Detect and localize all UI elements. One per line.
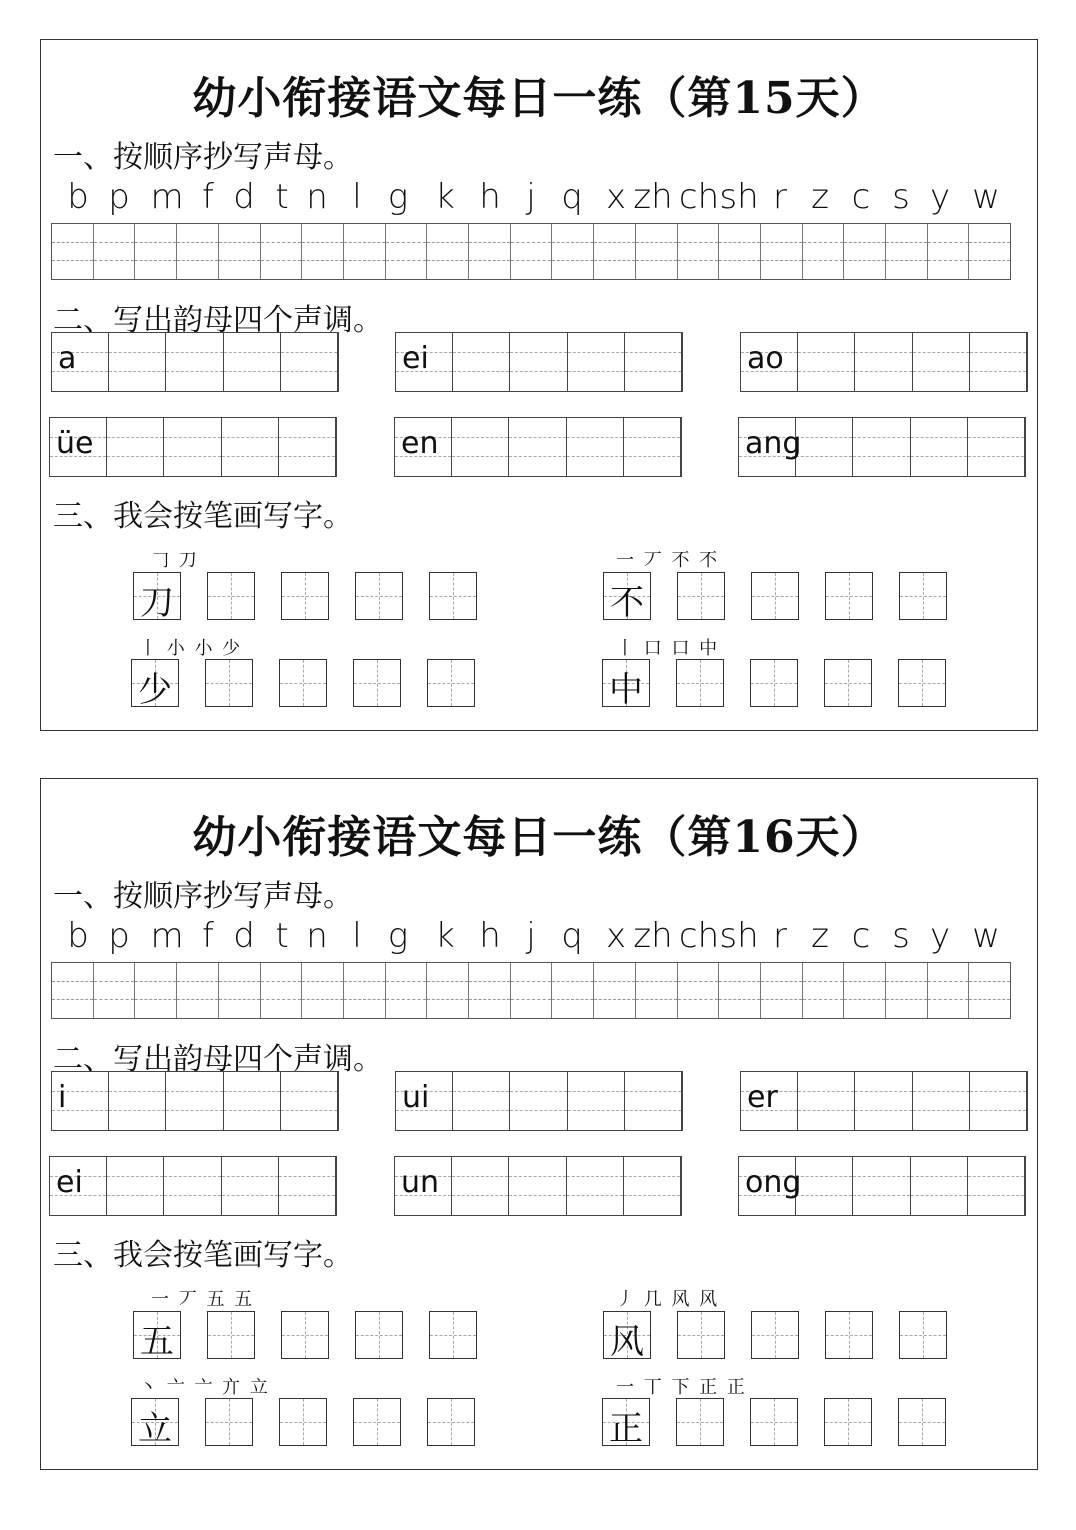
tianzige-cell[interactable] (131, 659, 179, 710)
copy-cell[interactable] (636, 963, 678, 1018)
tianzige-cell[interactable] (205, 1398, 253, 1446)
tianzige-cell[interactable] (898, 659, 946, 707)
initial-letter: r (773, 916, 787, 956)
initial-letter: f (202, 916, 214, 956)
tone-cell[interactable] (911, 1157, 968, 1215)
tone-cell[interactable] (509, 418, 566, 476)
tone-cell[interactable] (107, 1157, 164, 1215)
copy-cell[interactable] (511, 963, 553, 1018)
initial-letter: y (929, 916, 951, 956)
model-character: 正 (609, 1409, 643, 1449)
tone-cell[interactable] (166, 1072, 223, 1130)
copy-cell[interactable] (803, 224, 845, 279)
initial-letter: l (352, 916, 362, 956)
stroke-order: 𠃌 刀 (151, 550, 199, 571)
tianzige-cell[interactable] (355, 1311, 403, 1359)
initials-copy-grid[interactable] (51, 962, 1011, 1019)
stroke-order: 丨 口 口 中 (616, 638, 720, 659)
tianzige-cell[interactable] (899, 1311, 947, 1359)
tone-cell[interactable] (164, 1157, 221, 1215)
initial-letter: j (526, 177, 536, 217)
model-character: 不 (610, 583, 644, 623)
tone-cell[interactable] (510, 333, 567, 391)
copy-cell[interactable] (594, 963, 636, 1018)
tone-cell[interactable] (509, 1157, 566, 1215)
section-3-heading: 三、我会按笔画写字。 (53, 499, 353, 534)
tianzige-cell[interactable] (824, 659, 872, 707)
tone-cell[interactable] (625, 1072, 682, 1130)
copy-cell[interactable] (219, 963, 261, 1018)
tone-cell[interactable] (970, 1072, 1027, 1130)
tianzige-cell[interactable] (279, 659, 327, 707)
initial-letter: c (851, 916, 871, 956)
tianzige-cell[interactable] (750, 1398, 798, 1446)
tone-cell[interactable] (279, 1157, 336, 1215)
final-tone-box[interactable] (395, 332, 683, 392)
copy-cell[interactable] (761, 963, 803, 1018)
tianzige-cell[interactable] (281, 1311, 329, 1359)
initial-letter: b (67, 916, 89, 956)
final-label: ao (747, 341, 784, 376)
tianzige-cell[interactable] (677, 572, 725, 620)
copy-cell[interactable] (469, 224, 511, 279)
final-tone-box[interactable] (49, 1156, 337, 1216)
initial-letter: m (150, 177, 184, 217)
initial-letter: k (435, 916, 455, 956)
initial-letter: m (150, 916, 184, 956)
tianzige-cell[interactable] (207, 572, 255, 620)
initial-letter: n (306, 177, 328, 217)
initial-letter: c (851, 177, 871, 217)
tone-cell[interactable] (968, 418, 1025, 476)
initial-letter: ch (678, 916, 720, 956)
tone-cell[interactable] (911, 418, 968, 476)
tianzige-cell[interactable] (427, 659, 475, 707)
final-tone-box[interactable] (738, 1156, 1026, 1216)
copy-cell[interactable] (469, 963, 511, 1018)
initial-letter: s (892, 916, 910, 956)
copy-cell[interactable] (636, 224, 678, 279)
initial-letter: zh (633, 177, 673, 217)
tianzige-cell[interactable] (750, 659, 798, 707)
initials-row (53, 177, 1009, 221)
tone-cell[interactable] (222, 1157, 279, 1215)
copy-cell[interactable] (386, 963, 428, 1018)
final-tone-box[interactable] (49, 417, 337, 477)
initial-letter: j (526, 916, 536, 956)
tianzige-cell[interactable] (281, 572, 329, 620)
tone-cell[interactable] (796, 1157, 853, 1215)
copy-cell[interactable] (427, 224, 469, 279)
tianzige-cell[interactable] (131, 1398, 179, 1449)
copy-cell[interactable] (302, 224, 344, 279)
initial-letter: sh (719, 177, 759, 217)
copy-cell[interactable] (344, 224, 386, 279)
initial-letter: n (306, 916, 328, 956)
initial-letter: w (972, 177, 1000, 217)
model-character: 五 (140, 1322, 174, 1362)
tone-cell[interactable] (798, 333, 855, 391)
initial-letter: g (387, 177, 409, 217)
tone-cell[interactable] (567, 1157, 624, 1215)
section-1-heading: 一、按顺序抄写声母。 (53, 140, 353, 175)
tone-cell[interactable] (281, 333, 338, 391)
tianzige-cell[interactable] (427, 1398, 475, 1446)
copy-cell[interactable] (803, 963, 845, 1018)
worksheet-day-15 (40, 39, 1038, 731)
tone-cell[interactable] (224, 333, 281, 391)
initial-letter: z (811, 916, 829, 956)
copy-cell[interactable] (552, 224, 594, 279)
tone-cell[interactable] (452, 418, 509, 476)
tianzige-cell[interactable] (353, 1398, 401, 1446)
tianzige-cell[interactable] (207, 1311, 255, 1359)
tone-cell[interactable] (222, 418, 279, 476)
tone-cell[interactable] (853, 1157, 910, 1215)
copy-cell[interactable] (511, 224, 553, 279)
initial-letter: r (773, 177, 787, 217)
section-2-heading: 二、写出韵母四个声调。 (53, 1042, 383, 1077)
tianzige-cell[interactable] (602, 1398, 650, 1449)
tone-cell[interactable] (624, 418, 681, 476)
initial-letter: t (275, 916, 289, 956)
tone-cell[interactable] (568, 1072, 625, 1130)
initial-letter: h (479, 916, 501, 956)
tianzige-cell[interactable] (205, 659, 253, 707)
copy-cell[interactable] (552, 963, 594, 1018)
stroke-order: 丿 几 风 风 (616, 1289, 720, 1310)
worksheet-day-16 (40, 778, 1038, 1470)
tone-cell[interactable] (453, 333, 510, 391)
tianzige-cell[interactable] (602, 659, 650, 710)
copy-cell[interactable] (177, 963, 219, 1018)
tianzige-cell[interactable] (898, 1398, 946, 1446)
tone-cell[interactable] (281, 1072, 338, 1130)
tone-cell[interactable] (567, 418, 624, 476)
tianzige-cell[interactable] (355, 572, 403, 620)
tone-cell[interactable] (453, 1072, 510, 1130)
copy-cell[interactable] (928, 224, 970, 279)
section-2-heading: 二、写出韵母四个声调。 (53, 303, 383, 338)
copy-cell[interactable] (219, 224, 261, 279)
tone-cell[interactable] (109, 333, 166, 391)
final-label: ui (402, 1080, 430, 1115)
tone-cell[interactable] (855, 333, 912, 391)
tone-cell[interactable] (109, 1072, 166, 1130)
copy-cell[interactable] (678, 963, 720, 1018)
tianzige-cell[interactable] (676, 1398, 724, 1446)
model-character: 风 (610, 1322, 644, 1362)
final-tone-box[interactable] (738, 417, 1026, 477)
copy-cell[interactable] (94, 963, 136, 1018)
model-character: 中 (609, 670, 643, 710)
tone-cell[interactable] (913, 1072, 970, 1130)
section-1-heading: 一、按顺序抄写声母。 (53, 879, 353, 914)
final-tone-box[interactable] (394, 417, 682, 477)
initial-letter: h (479, 177, 501, 217)
tone-cell[interactable] (798, 1072, 855, 1130)
copy-cell[interactable] (427, 963, 469, 1018)
final-label: ei (402, 341, 429, 376)
tone-cell[interactable] (625, 333, 682, 391)
copy-cell[interactable] (594, 224, 636, 279)
initial-letter: k (435, 177, 455, 217)
tianzige-cell[interactable] (824, 1398, 872, 1446)
final-label: en (401, 426, 439, 461)
tone-cell[interactable] (624, 1157, 681, 1215)
initial-letter: f (202, 177, 214, 217)
tone-cell[interactable] (279, 418, 336, 476)
final-label: üe (56, 426, 94, 461)
tone-cell[interactable] (853, 418, 910, 476)
copy-cell[interactable] (52, 224, 94, 279)
initial-letter: b (67, 177, 89, 217)
tianzige-cell[interactable] (751, 1311, 799, 1359)
copy-cell[interactable] (386, 224, 428, 279)
tianzige-cell[interactable] (133, 1311, 181, 1362)
tianzige-cell[interactable] (429, 1311, 477, 1359)
stroke-order: 丶 亠 亠 亣 立 (139, 1377, 270, 1398)
initial-letter: zh (633, 916, 673, 956)
worksheet-title: 幼小衔接语文每日一练（第15天） (192, 73, 886, 124)
tianzige-cell[interactable] (899, 572, 947, 620)
initial-letter: w (972, 916, 1000, 956)
copy-cell[interactable] (844, 224, 886, 279)
tone-cell[interactable] (913, 333, 970, 391)
copy-cell[interactable] (302, 963, 344, 1018)
tianzige-cell[interactable] (676, 659, 724, 707)
final-label: er (747, 1080, 778, 1115)
final-label: un (401, 1165, 440, 1200)
model-character: 刀 (140, 583, 174, 623)
final-tone-box[interactable] (51, 332, 339, 392)
section-3-heading: 三、我会按笔画写字。 (53, 1238, 353, 1273)
initial-letter: d (233, 916, 255, 956)
initial-letter: q (561, 177, 583, 217)
initial-letter: l (352, 177, 362, 217)
final-tone-box[interactable] (394, 1156, 682, 1216)
tianzige-cell[interactable] (825, 1311, 873, 1359)
tianzige-cell[interactable] (603, 572, 651, 623)
initial-letter: s (892, 177, 910, 217)
tone-cell[interactable] (224, 1072, 281, 1130)
tianzige-cell[interactable] (133, 572, 181, 623)
stroke-order: 一 丆 不 不 (616, 550, 720, 571)
stroke-order: 一 丆 五 五 (151, 1289, 255, 1310)
initial-letter: g (387, 916, 409, 956)
initial-letter: t (275, 177, 289, 217)
tone-cell[interactable] (452, 1157, 509, 1215)
copy-cell[interactable] (344, 963, 386, 1018)
copy-cell[interactable] (261, 224, 303, 279)
copy-cell[interactable] (52, 963, 94, 1018)
final-label: ong (745, 1165, 802, 1200)
initial-letter: y (929, 177, 951, 217)
tone-cell[interactable] (166, 333, 223, 391)
copy-cell[interactable] (886, 963, 928, 1018)
final-tone-box[interactable] (740, 332, 1028, 392)
tone-cell[interactable] (164, 418, 221, 476)
initial-letter: x (605, 177, 627, 217)
tianzige-cell[interactable] (751, 572, 799, 620)
tianzige-cell[interactable] (603, 1311, 651, 1362)
worksheet-title: 幼小衔接语文每日一练（第16天） (192, 812, 886, 863)
initial-letter: x (605, 916, 627, 956)
stroke-order: 丨 小 小 少 (139, 638, 243, 659)
copy-cell[interactable] (761, 224, 803, 279)
tone-cell[interactable] (970, 333, 1027, 391)
copy-cell[interactable] (886, 224, 928, 279)
final-tone-box[interactable] (740, 1071, 1028, 1131)
initial-letter: z (811, 177, 829, 217)
final-label: a (58, 341, 77, 376)
initial-letter: sh (719, 916, 759, 956)
copy-cell[interactable] (969, 224, 1010, 279)
tianzige-cell[interactable] (353, 659, 401, 707)
copy-cell[interactable] (844, 963, 886, 1018)
copy-cell[interactable] (719, 224, 761, 279)
copy-cell[interactable] (719, 963, 761, 1018)
initial-letter: d (233, 177, 255, 217)
copy-cell[interactable] (678, 224, 720, 279)
tianzige-cell[interactable] (279, 1398, 327, 1446)
final-label: ang (745, 426, 802, 461)
copy-cell[interactable] (135, 224, 177, 279)
tone-cell[interactable] (107, 418, 164, 476)
initial-letter: ch (678, 177, 720, 217)
final-tone-box[interactable] (395, 1071, 683, 1131)
tone-cell[interactable] (510, 1072, 567, 1130)
initial-letter: p (108, 916, 130, 956)
tianzige-cell[interactable] (429, 572, 477, 620)
tianzige-cell[interactable] (677, 1311, 725, 1359)
initials-row (53, 916, 1009, 960)
final-label: i (58, 1080, 67, 1115)
copy-cell[interactable] (261, 963, 303, 1018)
model-character: 立 (138, 1409, 172, 1449)
tone-cell[interactable] (855, 1072, 912, 1130)
tianzige-cell[interactable] (825, 572, 873, 620)
copy-cell[interactable] (177, 224, 219, 279)
model-character: 少 (138, 670, 172, 710)
initial-letter: p (108, 177, 130, 217)
initials-copy-grid[interactable] (51, 223, 1011, 280)
tone-cell[interactable] (568, 333, 625, 391)
copy-cell[interactable] (969, 963, 1010, 1018)
stroke-order: 一 丅 下 正 正 (616, 1377, 747, 1398)
tone-cell[interactable] (796, 418, 853, 476)
copy-cell[interactable] (928, 963, 970, 1018)
copy-cell[interactable] (135, 963, 177, 1018)
initial-letter: q (561, 916, 583, 956)
final-tone-box[interactable] (51, 1071, 339, 1131)
tone-cell[interactable] (968, 1157, 1025, 1215)
final-label: ei (56, 1165, 83, 1200)
copy-cell[interactable] (94, 224, 136, 279)
